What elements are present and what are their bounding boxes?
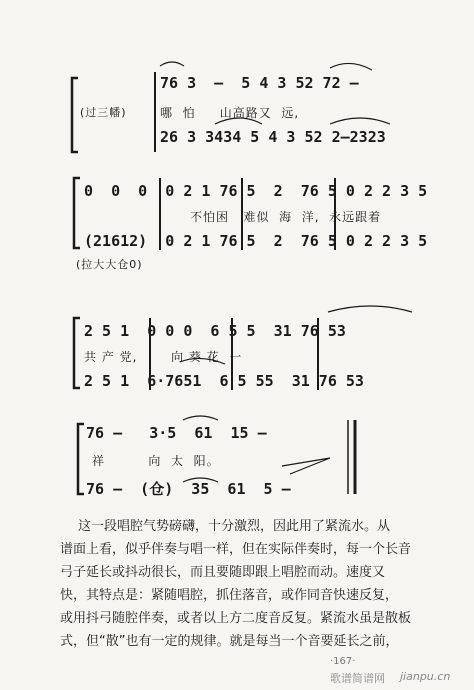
prose-line-4: 快，其特点是：紧随唱腔，抓住落音，或作同音快速反复， [60,588,399,603]
system2-label: (拉大大仓0) [76,258,143,271]
prose-line-2: 谱面上看，似乎伴奏与唱一样，但在实际伴奏时，每一个长音 [60,542,412,557]
prose-line-6: 式，但“散”也有一定的规律。就是每当一个音要延长之前， [60,634,399,649]
site-text: jianpu.cn [400,670,451,683]
system2-bottom-notes: (21612) 0 2 1 76 5 2 76 5 0 2 2 3 5 [84,232,428,250]
system1-bottom-notes: 26 3 3434 5 4 3 52 2—2323 [160,128,386,146]
system4-bottom-notes: 76 — (仓) 35 61 5 — [86,480,291,498]
prose-line-3: 弓子延长或抖动很长，而且要随即跟上唱腔而动。速度又 [60,565,386,580]
prose-line-1: 这一段唱腔气势磅礴，十分激烈，因此用了紧流水。从 [78,519,391,534]
prose-line-5: 或用抖弓随腔伴奏，或者以上方二度音反复。紧流水虽是散板 [60,611,412,626]
system3-bottom-notes: 2 5 1 6·7651 6 5 55 31 76 53 [84,372,364,390]
system1-label: (过三幡) [80,106,127,119]
system3-lyrics: 共 产 党, 向 葵 花 一 [84,350,243,364]
system2-top-notes: 0 0 0 0 2 1 76 5 2 76 5 0 2 2 3 5 [84,182,428,200]
system1-top-notes: 76 3 — 5 4 3 52 72 — [160,74,359,92]
system2-lyrics: 不怕困 难似 海 洋, 永远跟着 [190,210,382,224]
watermark-text: 歌谱简谱网 [330,672,385,685]
system1-lyrics: 哪 怕 山高路又 远, [160,106,300,120]
system4-top-notes: 76 — 3·5 61 15 — [86,424,267,442]
page-number: ·167· [330,656,356,667]
system4-lyrics: 祥 向 太 阳。 [92,454,220,468]
system3-top-notes: 2 5 1 0 0 0 6 5 5 31 76 53 [84,322,346,340]
